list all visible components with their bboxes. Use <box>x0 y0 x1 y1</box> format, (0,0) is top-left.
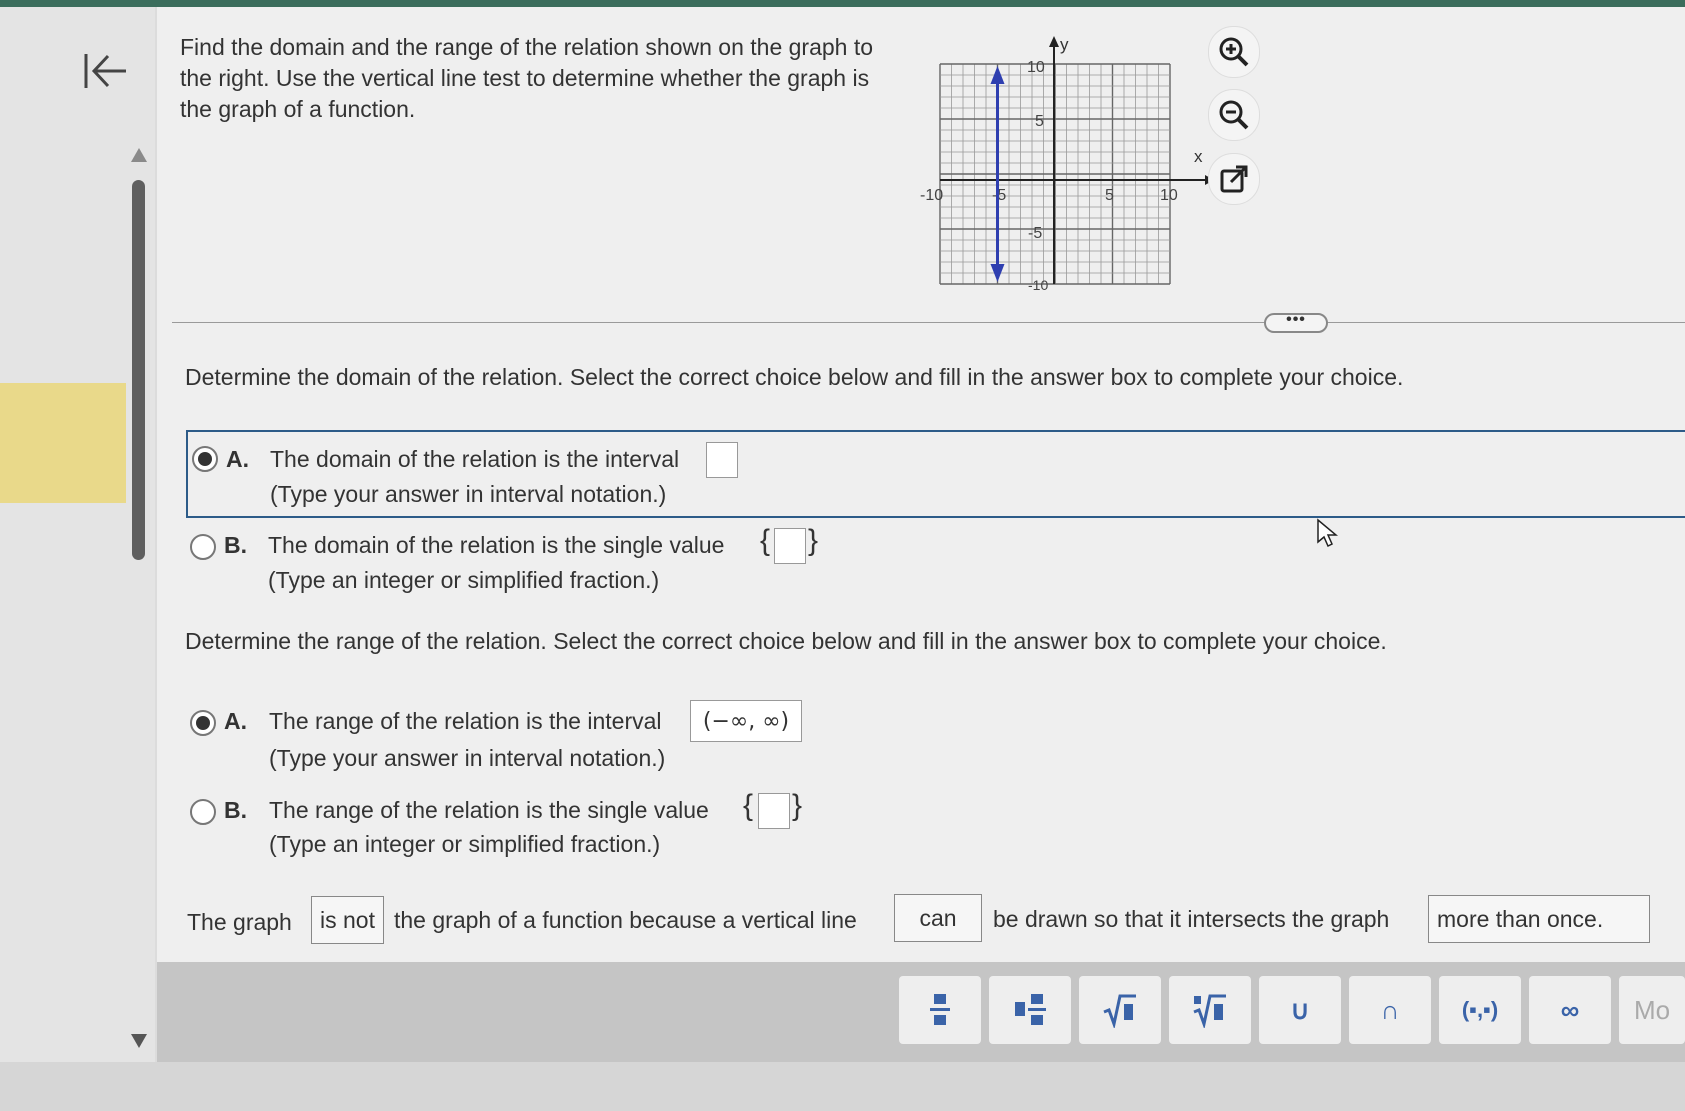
range-choice-b-radio[interactable] <box>190 799 216 825</box>
fraction-icon <box>928 992 952 1028</box>
domain-choice-a-letter: A. <box>226 446 249 472</box>
range-choice-a-radio[interactable] <box>190 710 216 736</box>
question-text: Find the domain and the range of the relation shown on the graph to the right. Use the vertical line test to determine whether the graph is the graph of a function. <box>180 34 874 122</box>
domain-single-value-input[interactable] <box>774 528 806 564</box>
can-cannot-dropdown[interactable]: can <box>894 894 982 942</box>
zoom-in-button[interactable] <box>1208 26 1260 78</box>
range-choice-b-text: The range of the relation is the single value <box>269 797 709 823</box>
domain-choice-a-hint: (Type your answer in interval notation.) <box>270 481 667 507</box>
tick-label-y-neg5: -5 <box>1028 225 1043 242</box>
tick-label-x-5: 5 <box>1105 187 1114 204</box>
domain-choice-b[interactable] <box>186 524 986 600</box>
range-single-value-input[interactable] <box>758 793 790 829</box>
nth-root-icon <box>1192 992 1228 1028</box>
range-choice-a-hint: (Type your answer in interval notation.) <box>269 745 666 771</box>
bottom-strip <box>0 1062 1685 1111</box>
tick-label-y-10: 10 <box>1027 59 1045 76</box>
is-function-dropdown[interactable]: is not <box>311 896 384 944</box>
more-symbols-button[interactable]: Mo <box>1619 976 1685 1044</box>
more-options-button[interactable]: ••• <box>1264 313 1328 333</box>
function-sentence-part3: be drawn so that it intersects the graph <box>993 906 1390 932</box>
y-axis-label: y <box>1060 35 1069 54</box>
nth-root-button[interactable] <box>1169 976 1251 1044</box>
y-axis-arrow <box>1049 36 1059 47</box>
domain-choice-b-letter: B. <box>224 532 247 558</box>
range-open-brace: { <box>743 789 754 822</box>
mixed-number-button[interactable] <box>989 976 1071 1044</box>
square-root-button[interactable] <box>1079 976 1161 1044</box>
section-divider <box>172 322 1685 323</box>
math-palette <box>157 962 1685 1062</box>
domain-interval-input[interactable] <box>706 442 738 478</box>
function-sentence-part1: The graph <box>187 909 292 935</box>
range-choice-b-hint: (Type an integer or simplified fraction.) <box>269 831 661 857</box>
fraction-button[interactable] <box>899 976 981 1044</box>
question-highlight <box>0 383 126 503</box>
range-prompt: Determine the range of the relation. Select the correct choice below and fill in the answer box to complete your choice. <box>185 628 1387 654</box>
domain-choice-a-radio[interactable] <box>192 446 218 472</box>
intersect-count-dropdown[interactable]: more than once. <box>1428 895 1650 943</box>
scrollbar[interactable] <box>128 148 148 1048</box>
domain-choice-b-text: The domain of the relation is the single value <box>268 532 725 558</box>
function-sentence-part2: the graph of a function because a vertical line <box>394 907 857 933</box>
square-root-icon <box>1102 992 1138 1028</box>
x-axis-label: x <box>1194 147 1203 166</box>
range-close-brace: } <box>792 789 803 822</box>
relation-graph <box>920 30 1210 290</box>
domain-close-brace: } <box>808 524 819 557</box>
range-choice-a-text: The range of the relation is the interval <box>269 708 662 734</box>
range-choice-b[interactable] <box>186 789 986 865</box>
range-choice-a[interactable] <box>186 706 986 776</box>
tick-label-y-neg10: -10 <box>1028 277 1049 290</box>
zoom-out-icon <box>1218 99 1250 131</box>
scroll-down-icon[interactable] <box>131 1034 147 1048</box>
mouse-cursor-icon <box>1316 518 1338 548</box>
zoom-in-icon <box>1218 36 1250 68</box>
domain-choice-b-radio[interactable] <box>190 534 216 560</box>
scroll-thumb[interactable] <box>132 180 145 560</box>
back-to-start-icon <box>82 48 132 98</box>
range-choice-b-letter: B. <box>224 797 247 823</box>
range-interval-input[interactable]: (−∞, ∞) <box>690 700 802 742</box>
scroll-up-icon[interactable] <box>131 148 147 162</box>
intersection-button[interactable]: ∩ <box>1349 976 1431 1044</box>
union-button[interactable]: ∪ <box>1259 976 1341 1044</box>
domain-prompt: Determine the domain of the relation. Select the correct choice below and fill in the answer box to complete your choice. <box>185 364 1404 390</box>
domain-open-brace: { <box>760 524 771 557</box>
domain-choice-a-text: The domain of the relation is the interval <box>270 446 680 472</box>
infinity-button[interactable]: ∞ <box>1529 976 1611 1044</box>
domain-choice-b-hint: (Type an integer or simplified fraction.) <box>268 567 660 593</box>
external-link-icon <box>1219 164 1249 194</box>
tick-label-y-5: 5 <box>1035 113 1044 130</box>
mixed-number-icon <box>1013 992 1047 1028</box>
range-choice-a-letter: A. <box>224 708 247 734</box>
tick-label-x-neg10: -10 <box>920 187 944 204</box>
popout-button[interactable] <box>1208 153 1260 205</box>
domain-choice-a[interactable] <box>186 430 1685 518</box>
top-bar <box>0 0 1685 7</box>
tick-label-x-10: 10 <box>1160 187 1178 204</box>
zoom-out-button[interactable] <box>1208 89 1260 141</box>
tick-label-x-neg5: -5 <box>992 187 1007 204</box>
back-to-start-button[interactable] <box>82 48 132 98</box>
ordered-pair-button[interactable]: (▪,▪) <box>1439 976 1521 1044</box>
